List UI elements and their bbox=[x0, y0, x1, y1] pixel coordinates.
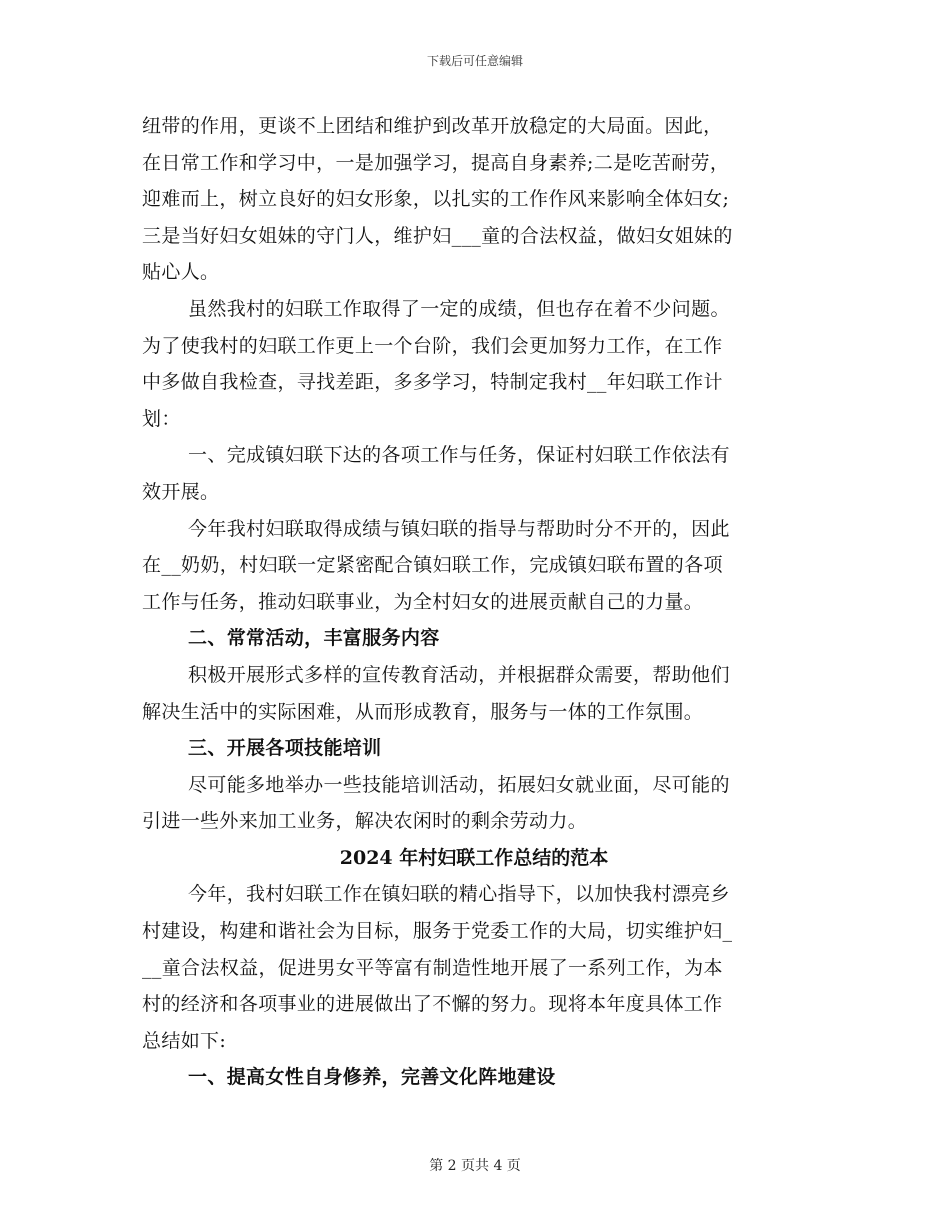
paragraph-line: 在日常工作和学习中，一是加强学习，提高自身素养;二是吃苦耐劳， bbox=[142, 151, 730, 174]
paragraph-line: 三是当好妇女姐妹的守门人，维护妇___童的合法权益，做妇女姐妹的 bbox=[142, 224, 733, 247]
paragraph-line: 积极开展形式多样的宣传教育活动，并根据群众需要，帮助他们 bbox=[188, 663, 730, 686]
paragraph-line: 为了使我村的妇联工作更上一个台阶，我们会更加努力工作，在工作 bbox=[142, 334, 723, 357]
paragraph-line: 总结如下: bbox=[142, 1029, 227, 1052]
paragraph-line: 引进一些外来加工业务，解决农闲时的剩余劳动力。 bbox=[142, 810, 588, 833]
paragraph-line: 今年，我村妇联工作在镇妇联的精心指导下，以加快我村漂亮乡 bbox=[188, 883, 730, 906]
paragraph-line: 村的经济和各项事业的进展做出了不懈的努力。现将本年度具体工作 bbox=[142, 993, 723, 1016]
page-header: 下载后可任意编辑 bbox=[426, 54, 523, 68]
paragraph-line: 今年我村妇联取得成绩与镇妇联的指导与帮助时分不开的，因此 bbox=[188, 517, 730, 540]
paragraph-line: 工作与任务，推动妇联事业，为全村妇女的进展贡献自己的力量。 bbox=[142, 590, 704, 613]
paragraph-line: 迎难而上，树立良好的妇女形象，以扎实的工作作风来影响全体妇女; bbox=[142, 188, 730, 211]
page-footer: 第 2 页共 4 页 bbox=[429, 1158, 521, 1174]
paragraph-line: 中多做自我检查，寻找差距，多多学习，特制定我村__年妇联工作计 bbox=[142, 371, 723, 394]
document-body bbox=[142, 108, 806, 1096]
section-heading: 一、提高女性自身修养，完善文化阵地建设 bbox=[188, 1066, 556, 1089]
section-heading: 三、开展各项技能培训 bbox=[188, 737, 382, 760]
document-title: 2024 年村妇联工作总结的范本 bbox=[339, 846, 609, 869]
paragraph-line: 一、完成镇妇联下达的各项工作与任务，保证村妇联工作依法有 bbox=[188, 444, 730, 467]
paragraph-line: 解决生活中的实际困难，从而形成教育，服务与一体的工作氛围。 bbox=[142, 700, 704, 723]
paragraph-line: 村建设，构建和谐社会为目标，服务于党委工作的大局，切实维护妇_ bbox=[142, 920, 733, 943]
section-heading: 二、常常活动，丰富服务内容 bbox=[188, 627, 440, 650]
paragraph-line: 尽可能多地举办一些技能培训活动，拓展妇女就业面，尽可能的 bbox=[188, 773, 730, 796]
paragraph-line: 贴心人。 bbox=[142, 261, 220, 284]
paragraph-line: __童合法权益，促进男女平等富有制造性地开展了一系列工作，为本 bbox=[142, 956, 723, 979]
paragraph-line: 划： bbox=[142, 407, 181, 430]
paragraph-line: 在__奶奶，村妇联一定紧密配合镇妇联工作，完成镇妇联布置的各项 bbox=[142, 554, 723, 577]
paragraph-line: 效开展。 bbox=[142, 480, 220, 503]
paragraph-line: 虽然我村的妇联工作取得了一定的成绩，但也存在着不少问题。 bbox=[188, 297, 730, 320]
paragraph-line: 纽带的作用，更谈不上团结和维护到改革开放稳定的大局面。因此， bbox=[142, 115, 723, 137]
